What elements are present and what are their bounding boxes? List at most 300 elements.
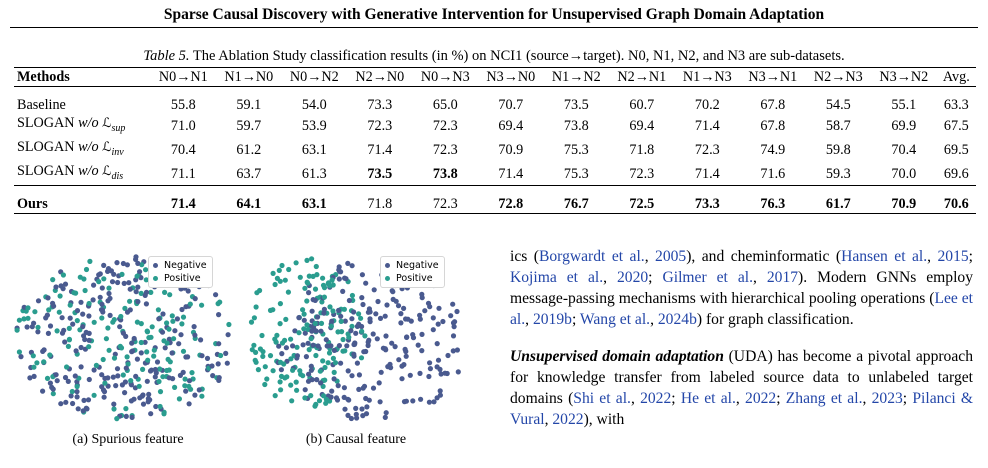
negative-point (325, 343, 330, 348)
negative-point (378, 399, 383, 404)
negative-point (192, 393, 197, 398)
citation-link[interactable]: Hansen et al. (841, 248, 928, 265)
negative-point (80, 312, 85, 317)
positive-point (25, 305, 30, 310)
negative-point (437, 367, 442, 372)
citation-link[interactable]: 2017 (766, 269, 799, 286)
positive-point (322, 295, 327, 300)
positive-point (304, 258, 309, 263)
value-cell: 70.2 (694, 97, 720, 113)
citation-link[interactable]: 2022 (640, 390, 672, 407)
positive-point (102, 381, 107, 386)
negative-point (349, 373, 354, 378)
value-cell: 71.4 (151, 195, 217, 214)
positive-point (333, 360, 338, 365)
negative-point (125, 262, 130, 267)
negative-point (383, 333, 388, 338)
negative-point (187, 401, 192, 406)
negative-point (114, 260, 119, 265)
negative-point (73, 373, 78, 378)
negative-point (303, 387, 308, 392)
negative-point (91, 283, 96, 288)
text-span: , (544, 411, 553, 428)
positive-point (183, 377, 188, 382)
paper-running-title: Sparse Causal Discovery with Generative Intervention for Unsupervised Graph Domain Adaptation (163, 6, 825, 23)
positive-point (284, 374, 289, 379)
value-cell: 59.3 (825, 165, 851, 182)
text-span: ; (648, 269, 663, 286)
value-cell: 55.8 (170, 97, 196, 113)
citation-link[interactable]: Zhang et al. (785, 390, 863, 407)
positive-point (101, 276, 106, 281)
negative-point (101, 263, 106, 268)
text-span: ; (968, 248, 974, 265)
value-cell: 59.1 (236, 97, 262, 113)
citation-link[interactable]: 2024b (657, 311, 697, 328)
positive-point (99, 315, 104, 320)
positive-point (112, 356, 117, 361)
positive-point (31, 353, 36, 358)
positive-point (145, 358, 150, 363)
negative-point (70, 401, 75, 406)
positive-point (128, 378, 133, 383)
positive-point (305, 280, 310, 285)
negative-point (70, 322, 75, 327)
citation-link[interactable]: Kojima et al. (510, 269, 604, 286)
positive-point (320, 276, 325, 281)
negative-point (427, 360, 432, 365)
value-cell: 67.5 (943, 117, 969, 134)
negative-point (372, 287, 377, 292)
negative-point (337, 269, 342, 274)
negative-point (404, 335, 409, 340)
negative-point (115, 280, 120, 285)
negative-point (362, 384, 367, 389)
negative-point (329, 389, 334, 394)
positive-point (127, 299, 132, 304)
negative-point (340, 289, 345, 294)
positive-point (307, 274, 312, 279)
negative-point (128, 287, 133, 292)
negative-point (448, 313, 453, 318)
positive-point (277, 268, 282, 273)
positive-point (359, 329, 364, 334)
negative-point (18, 354, 23, 359)
positive-point (46, 307, 51, 312)
positive-point (189, 370, 194, 375)
positive-point (170, 319, 175, 324)
value-cell: 70.6 (937, 195, 976, 214)
positive-point (135, 320, 140, 325)
positive-point (308, 393, 313, 398)
negative-point (338, 361, 343, 366)
negative-point (78, 300, 83, 305)
negative-point (115, 366, 120, 371)
positive-point (330, 308, 335, 313)
value-cell: 71.1 (170, 165, 196, 182)
negative-point (153, 374, 158, 379)
negative-point (131, 397, 136, 402)
negative-point (396, 303, 401, 308)
value-cell: 72.3 (629, 165, 655, 182)
positive-point (302, 286, 307, 291)
negative-point (148, 368, 153, 373)
positive-point (92, 320, 97, 325)
value-cell: 69.5 (943, 141, 969, 158)
positive-point (302, 395, 307, 400)
positive-point (50, 277, 55, 282)
value-cell: 63.1 (282, 195, 348, 214)
negative-point (436, 322, 441, 327)
table-row (14, 96, 976, 114)
negative-point (391, 297, 396, 302)
negative-point (398, 320, 403, 325)
citation-link[interactable]: Shi et al. (573, 390, 631, 407)
negative-point (379, 370, 384, 375)
header-col: N0→N2 (282, 68, 348, 87)
citation-link[interactable]: 2023 (871, 390, 903, 407)
positive-point (294, 388, 299, 393)
negative-point (351, 309, 356, 314)
citation-link[interactable]: Pilanci & Vural (510, 390, 974, 428)
negative-point (113, 383, 118, 388)
negative-point (368, 309, 373, 314)
text-span: ) for graph classification. (696, 311, 854, 328)
negative-point (100, 309, 105, 314)
legend-spurious (148, 256, 213, 288)
positive-point (249, 320, 254, 325)
negative-point (332, 348, 337, 353)
value-cell: 63.3 (943, 97, 969, 113)
text-span: ; (902, 390, 913, 407)
paragraph-related-work (510, 246, 973, 330)
negative-point (53, 284, 58, 289)
negative-point (123, 379, 128, 384)
negative-point (135, 285, 140, 290)
positive-point (181, 349, 186, 354)
positive-point (125, 354, 130, 359)
negative-point (396, 357, 401, 362)
positive-point (259, 333, 264, 338)
positive-point (152, 348, 157, 353)
positive-point (252, 315, 257, 320)
negative-point (410, 332, 415, 337)
negative-point (46, 331, 51, 336)
negative-point (80, 324, 85, 329)
negative-point (144, 301, 149, 306)
negative-point (373, 311, 378, 316)
negative-point (360, 413, 365, 418)
value-cell: 59.8 (825, 141, 851, 158)
positive-point (41, 359, 46, 364)
value-cell: 54.5 (825, 97, 851, 113)
positive-point (282, 338, 287, 343)
negative-point (351, 352, 356, 357)
citation-link[interactable]: 2022 (552, 411, 584, 428)
citation-link[interactable]: 2020 (616, 269, 649, 286)
legend-causal (380, 256, 445, 288)
citation-link[interactable]: Borgwardt et al. (538, 248, 645, 265)
value-cell: 71.0 (170, 117, 196, 134)
positive-point (66, 344, 71, 349)
negative-point (318, 329, 323, 334)
positive-point (123, 406, 128, 411)
negative-point (62, 339, 67, 344)
negative-point (51, 387, 56, 392)
negative-point (115, 373, 120, 378)
negative-point (101, 387, 106, 392)
negative-point (387, 362, 392, 367)
value-cell: 70.0 (891, 165, 917, 182)
positive-point (318, 369, 323, 374)
value-cell: 75.3 (563, 165, 589, 182)
negative-point (145, 379, 150, 384)
positive-point (326, 360, 331, 365)
value-cell: 72.3 (432, 141, 458, 158)
negative-point (51, 304, 56, 309)
negative-point (199, 353, 204, 358)
negative-point (451, 333, 456, 338)
negative-point (309, 329, 314, 334)
positive-point (15, 328, 20, 333)
positive-point (167, 292, 172, 297)
negative-point (36, 298, 41, 303)
citation-link[interactable]: 2005 (655, 248, 687, 265)
negative-point (79, 345, 84, 350)
value-cell: 72.3 (432, 117, 458, 134)
value-cell: 69.6 (943, 165, 969, 182)
header-col: N1→N0 (216, 68, 282, 87)
citation-link[interactable]: 2015 (937, 248, 969, 265)
positive-point (253, 358, 258, 363)
negative-point (276, 344, 281, 349)
negative-point (306, 290, 311, 295)
value-cell: 73.5 (563, 97, 589, 113)
citation-link[interactable]: Wang et al. (579, 311, 651, 328)
positive-point (67, 326, 72, 331)
negative-point (445, 371, 450, 376)
positive-point (278, 387, 283, 392)
positive-point (278, 321, 283, 326)
negative-point (226, 332, 231, 337)
negative-point (74, 348, 79, 353)
table-row (14, 162, 976, 186)
positive-point (294, 345, 299, 350)
negative-point (175, 316, 180, 321)
method-cell: Ours (14, 195, 151, 214)
negative-point (27, 375, 32, 380)
positive-point (327, 283, 332, 288)
negative-point (329, 395, 334, 400)
method-cell: SLOGAN w/o ℒ$_{inv}$ (17, 138, 124, 158)
negative-point (366, 340, 371, 345)
negative-point (137, 269, 142, 274)
negative-point (377, 380, 382, 385)
citation-link[interactable]: Lee et al. (510, 290, 973, 328)
positive-point (114, 416, 119, 421)
value-cell: 63.1 (301, 141, 327, 158)
negative-point (310, 309, 315, 314)
positive-point (78, 275, 83, 280)
negative-point (353, 331, 358, 336)
positive-point (32, 309, 37, 314)
negative-point (98, 271, 103, 276)
negative-marker-icon (385, 263, 390, 268)
negative-point (309, 364, 314, 369)
negative-point (324, 337, 329, 342)
negative-point (313, 298, 318, 303)
positive-point (339, 319, 344, 324)
negative-point (349, 416, 354, 421)
negative-point (135, 299, 140, 304)
negative-point (87, 331, 92, 336)
negative-point (302, 318, 307, 323)
positive-point (199, 394, 204, 399)
header-col: N3→N1 (740, 68, 806, 87)
positive-point (216, 301, 221, 306)
positive-point (278, 279, 283, 284)
positive-point (350, 293, 355, 298)
negative-point (357, 372, 362, 377)
negative-point (111, 375, 116, 380)
positive-point (177, 396, 182, 401)
negative-point (216, 341, 221, 346)
value-cell: 72.3 (367, 117, 393, 134)
negative-point (383, 314, 388, 319)
citation-link[interactable]: 2019b (532, 311, 572, 328)
negative-point (354, 412, 359, 417)
negative-point (99, 372, 104, 377)
negative-point (401, 306, 406, 311)
negative-point (130, 415, 135, 420)
citation-link[interactable]: He et al. (680, 390, 736, 407)
value-cell: 76.3 (740, 195, 806, 214)
positive-point (68, 303, 73, 308)
text-span: , (927, 248, 938, 265)
positive-point (87, 301, 92, 306)
positive-point (45, 376, 50, 381)
positive-point (135, 274, 140, 279)
positive-point (271, 271, 276, 276)
negative-point (345, 261, 350, 266)
positive-point (304, 322, 309, 327)
negative-point (155, 359, 160, 364)
negative-point (100, 285, 105, 290)
negative-point (124, 366, 129, 371)
negative-point (35, 329, 40, 334)
positive-point (86, 344, 91, 349)
value-cell: 72.3 (694, 141, 720, 158)
positive-point (75, 318, 80, 323)
negative-point (404, 399, 409, 404)
positive-point (218, 353, 223, 358)
positive-point (319, 321, 324, 326)
negative-point (418, 317, 423, 322)
negative-point (436, 358, 441, 363)
header-methods: Methods (14, 68, 151, 87)
text-span: ; (571, 311, 580, 328)
text-span: , (644, 248, 656, 265)
negative-point (144, 290, 149, 295)
negative-point (345, 397, 350, 402)
legend-negative: Negative (153, 259, 207, 272)
negative-point (410, 398, 415, 403)
negative-point (351, 342, 356, 347)
negative-point (183, 389, 188, 394)
negative-point (106, 291, 111, 296)
figure-caption-a: (a) Spurious feature (72, 432, 184, 447)
positive-point (359, 355, 364, 360)
negative-point (371, 386, 376, 391)
positive-marker-icon (153, 276, 158, 281)
positive-point (322, 285, 327, 290)
value-cell: 74.9 (760, 141, 786, 158)
negative-point (75, 308, 80, 313)
positive-point (92, 393, 97, 398)
negative-point (140, 394, 145, 399)
negative-point (363, 349, 368, 354)
citation-link[interactable]: 2022 (745, 390, 777, 407)
positive-point (75, 384, 80, 389)
negative-point (306, 372, 311, 377)
negative-point (69, 393, 74, 398)
positive-point (104, 336, 109, 341)
positive-point (146, 335, 151, 340)
positive-point (150, 324, 155, 329)
table-caption-label: Table 5. (143, 48, 190, 64)
positive-point (278, 301, 283, 306)
value-cell: 70.9 (871, 195, 937, 214)
negative-point (436, 306, 441, 311)
negative-point (403, 316, 408, 321)
negative-point (160, 311, 165, 316)
legend-positive: Positive (385, 272, 439, 285)
header-col: N1→N3 (675, 68, 741, 87)
negative-point (355, 361, 360, 366)
table-caption (0, 48, 988, 65)
negative-point (81, 333, 86, 338)
negative-point (315, 314, 320, 319)
negative-point (156, 316, 161, 321)
value-cell: 55.1 (891, 97, 917, 113)
positive-point (278, 379, 283, 384)
negative-point (225, 361, 230, 366)
text-span: (UDA) has become a pivotal approach for knowledge transfer from labeled source data to unlabeled target domains ( (510, 348, 973, 407)
negative-point (223, 351, 228, 356)
positive-point (121, 372, 126, 377)
value-cell: 65.0 (432, 97, 458, 113)
value-cell: 72.5 (609, 195, 675, 214)
negative-point (153, 367, 158, 372)
citation-link[interactable]: Gilmer et al. (662, 269, 753, 286)
positive-point (286, 267, 291, 272)
negative-point (404, 354, 409, 359)
negative-point (452, 324, 457, 329)
positive-point (61, 272, 66, 277)
negative-point (121, 331, 126, 336)
negative-point (431, 399, 436, 404)
negative-point (359, 295, 364, 300)
negative-point (342, 385, 347, 390)
negative-point (213, 292, 218, 297)
positive-point (330, 278, 335, 283)
negative-point (337, 276, 342, 281)
header-rule (10, 27, 978, 28)
negative-point (216, 378, 221, 383)
negative-point (87, 377, 92, 382)
negative-point (91, 297, 96, 302)
positive-point (309, 336, 314, 341)
